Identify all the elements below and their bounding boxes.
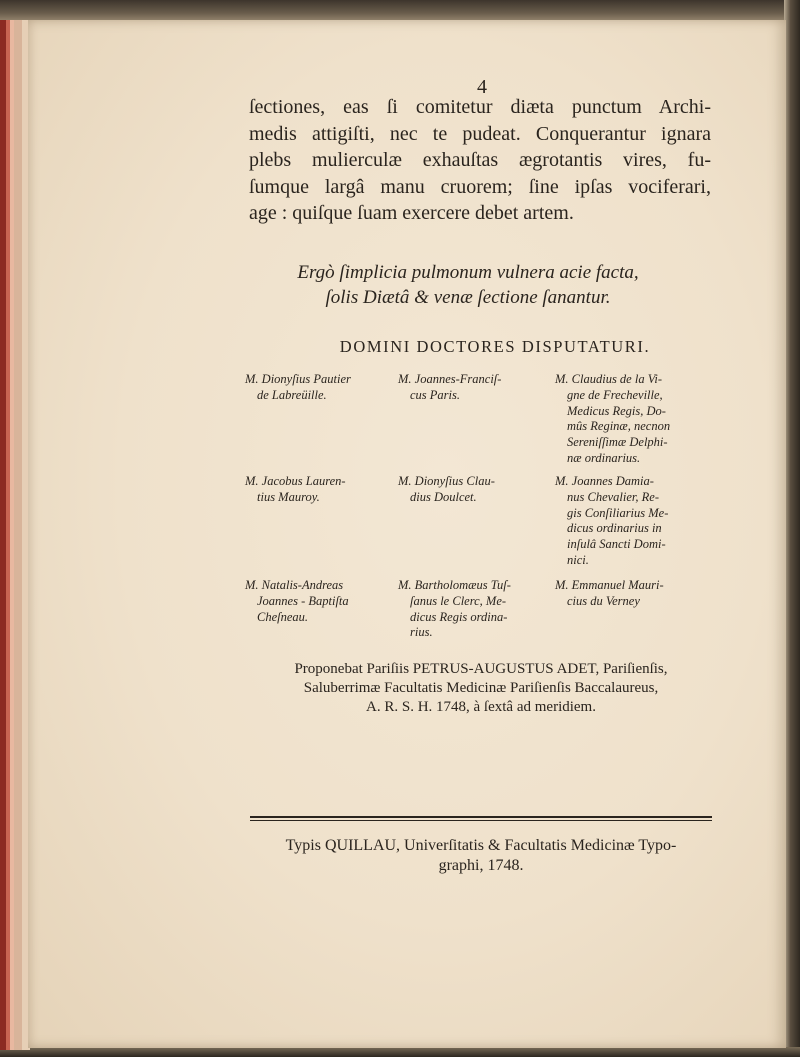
body-paragraph [249, 94, 711, 227]
doctor-line: Sereniſſimæ Delphi- [567, 435, 668, 450]
doctor-entry [398, 578, 538, 641]
doctor-entry [245, 372, 395, 404]
doctor-line: M. Joannes Damia- [555, 474, 654, 488]
doctor-entry [555, 372, 705, 467]
thesis-line: Ergò ſimplicia pulmonum vulnera acie facta, [297, 262, 639, 283]
doctor-line: M. Claudius de la Vi- [555, 372, 663, 386]
doctor-line: M. Emmanuel Mauri- [555, 578, 664, 592]
body-line: ſectiones, eas ſi comitetur diæta punctum Archi- [249, 96, 711, 118]
doctors-heading: DOMINI DOCTORES DISPUTATURI. [339, 337, 651, 356]
doctor-line: de Labreüille. [257, 387, 327, 402]
book-spine-edge [0, 20, 30, 1050]
thesis-conclusion [248, 260, 688, 310]
doctor-line: nus Chevalier, Re- [567, 489, 659, 504]
doctor-line: M. Dionyſius Clau- [398, 474, 495, 488]
book-bottom-edge [0, 1047, 800, 1057]
divider-rule [250, 820, 712, 821]
book-top-edge [0, 0, 800, 22]
doctor-line: ſanus le Clerc, Me- [410, 593, 507, 608]
doctor-line: tius Mauroy. [257, 489, 320, 504]
thesis-line: ſolis Diætâ & venæ ſectione ſanantur. [325, 287, 611, 308]
doctor-line: M. Joannes-Franciſ- [398, 372, 502, 386]
doctor-line: Joannes - Baptiſta [257, 593, 349, 608]
body-line: medis attigiſti, nec te pudeat. Conquerantur ignara [249, 122, 711, 145]
doctor-entry [398, 372, 538, 404]
doctor-line: Medicus Regis, Do- [567, 403, 666, 418]
doctor-line: M. Bartholomæus Tuſ- [398, 578, 511, 592]
book-right-edge [784, 0, 800, 1057]
doctors-list [28, 372, 786, 652]
doctor-entry [555, 474, 705, 569]
doctor-entry [398, 474, 538, 506]
doctor-line: dicus ordinarius in [567, 521, 662, 536]
doctor-line: M. Jacobus Lauren- [245, 474, 346, 488]
doctor-line: gne de Frecheville, [567, 387, 663, 402]
doctor-entry [245, 474, 395, 506]
doctor-line: dius Doulcet. [410, 489, 477, 504]
doctor-line: nici. [567, 552, 589, 567]
doctor-line: gis Conſiliarius Me- [567, 505, 669, 520]
imprint-line: Typis QUILLAU, Univerſitatis & Facultatis Medicinæ Typo- [285, 837, 677, 854]
body-line: plebs mulierculæ exhauſtas ægrotantis vires, fu- [249, 149, 711, 171]
doctor-line: næ ordinarius. [567, 450, 641, 465]
doctor-line: inſulâ Sancti Domi- [567, 537, 666, 552]
announcement-line: A. R. S. H. 1748, à ſextâ ad meridiem. [366, 699, 596, 715]
doctor-entry [555, 578, 705, 610]
printer-imprint [250, 836, 712, 876]
doctor-entry [245, 578, 395, 625]
doctor-line: dicus Regis ordina- [410, 609, 508, 624]
announcement-line: Saluberrimæ Facultatis Medicinæ Pariſienſis Baccalaureus, [303, 680, 659, 696]
doctor-line: mûs Reginæ, necnon [567, 419, 671, 434]
divider-rule [250, 816, 712, 818]
defense-announcement [246, 660, 716, 717]
doctor-line: M. Dionyſius Pautier [245, 372, 351, 386]
imprint-line: graphi, 1748. [438, 857, 524, 874]
page-number: 4 [477, 76, 487, 98]
doctor-line: cius du Verney [567, 593, 640, 608]
doctor-line: rius. [410, 625, 433, 640]
doctor-line: M. Natalis-Andreas [245, 578, 344, 592]
body-line: age : quiſque ſuam exercere debet artem. [249, 202, 574, 224]
announcement-line: Proponebat Pariſiis PETRUS-AUGUSTUS ADET, Pariſienſis, [294, 661, 668, 677]
body-line: ſumque largâ manu cruorem; ſine ipſas vociferari, [249, 175, 711, 198]
book-page [28, 20, 786, 1048]
doctor-line: cus Paris. [410, 387, 460, 402]
doctor-line: Cheſneau. [257, 609, 309, 624]
